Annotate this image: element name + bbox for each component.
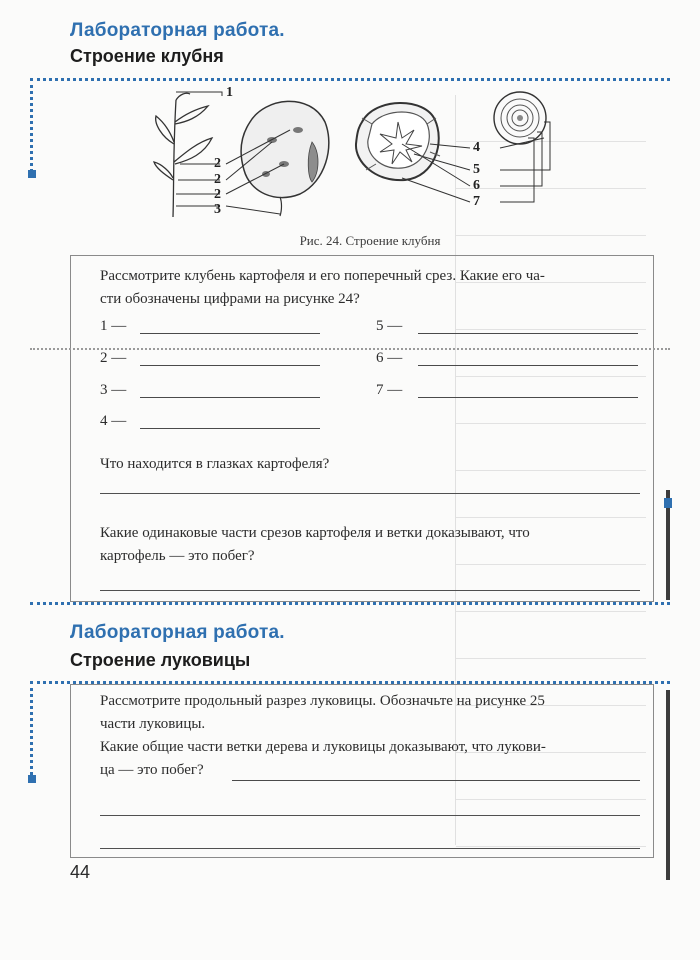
tuber-figure — [140, 82, 560, 222]
task4-line-1: Рассмотрите продольный разрез луковицы. Обозначьте на рисунке 25 — [100, 693, 545, 709]
task3-text — [100, 522, 640, 568]
task3-answer-line[interactable] — [100, 590, 640, 591]
task4-answer-line-1[interactable] — [232, 780, 640, 781]
task2-answer-line[interactable] — [100, 493, 640, 494]
section1-top-dotted-line — [30, 78, 670, 81]
answer-label-7: 7 — — [376, 382, 403, 398]
answer-label-1: 1 — — [100, 318, 127, 334]
section1-right-marker — [664, 498, 672, 508]
task4-answer-line-3[interactable] — [100, 848, 640, 849]
section-divider-dotted-line — [30, 602, 670, 605]
figure-caption: Рис. 24. Строение клубня — [299, 233, 441, 248]
section2-right-bar — [666, 690, 670, 880]
task4-answer-line-2[interactable] — [100, 815, 640, 816]
fig-label-1: 1 — [226, 85, 233, 100]
answer-line-6[interactable] — [418, 365, 638, 366]
section2-marker-square — [28, 775, 36, 783]
task1-line-2: сти обозначены цифрами на рисунке 24? — [100, 291, 360, 307]
section1-left-dotted-line — [30, 78, 33, 178]
answer-label-4: 4 — — [100, 413, 127, 429]
task4-text — [100, 690, 640, 782]
answer-label-6: 6 — — [376, 350, 403, 366]
answer-label-5: 5 — — [376, 318, 403, 334]
section2-left-dotted-line — [30, 681, 33, 781]
answer-label-2: 2 — — [100, 350, 127, 366]
fig-label-2a: 2 — [214, 156, 221, 171]
task4-line-2: части луковицы. — [100, 716, 206, 732]
answer-line-1[interactable] — [140, 333, 320, 334]
answer-line-7[interactable] — [418, 397, 638, 398]
fig-label-7: 7 — [473, 194, 480, 209]
answer-line-5[interactable] — [418, 333, 638, 334]
fig-label-2c: 2 — [214, 187, 221, 202]
twig-cross-section — [494, 92, 550, 202]
fig-label-6: 6 — [473, 178, 480, 193]
tuber-cross-section — [356, 103, 470, 202]
fig-label-3: 3 — [214, 202, 221, 217]
task4-line-3: Какие общие части ветки дерева и луковицы доказывают, что лукови- — [100, 739, 546, 755]
answer-label-3: 3 — — [100, 382, 127, 398]
answer-line-2[interactable] — [140, 365, 320, 366]
task4-line-4: ца — это побег? — [100, 762, 204, 778]
task3-line-2: картофель — это побег? — [100, 548, 255, 564]
lab-subtitle-2: Строение луковицы — [70, 650, 251, 670]
task1-line-1: Рассмотрите клубень картофеля и его поперечный срез. Какие его ча- — [100, 268, 545, 284]
shoot-drawing — [154, 93, 212, 217]
answer-line-3[interactable] — [140, 397, 320, 398]
page-number: 44 — [70, 862, 91, 882]
section1-marker-square — [28, 170, 36, 178]
fig-label-2b: 2 — [214, 172, 221, 187]
answer-line-4[interactable] — [140, 428, 320, 429]
task2-question: Что находится в глазках картофеля? — [100, 456, 330, 472]
fig-label-5: 5 — [473, 162, 480, 177]
lab-title-2: Лабораторная работа. — [70, 622, 285, 643]
fig-label-4: 4 — [473, 140, 480, 155]
lab-title-1: Лабораторная работа. — [70, 20, 285, 41]
lab-subtitle-1: Строение клубня — [70, 46, 224, 66]
task1-text — [100, 265, 640, 311]
potato-drawing — [226, 101, 329, 216]
task3-line-1: Какие одинаковые части срезов картофеля и ветки доказывают, что — [100, 525, 530, 541]
